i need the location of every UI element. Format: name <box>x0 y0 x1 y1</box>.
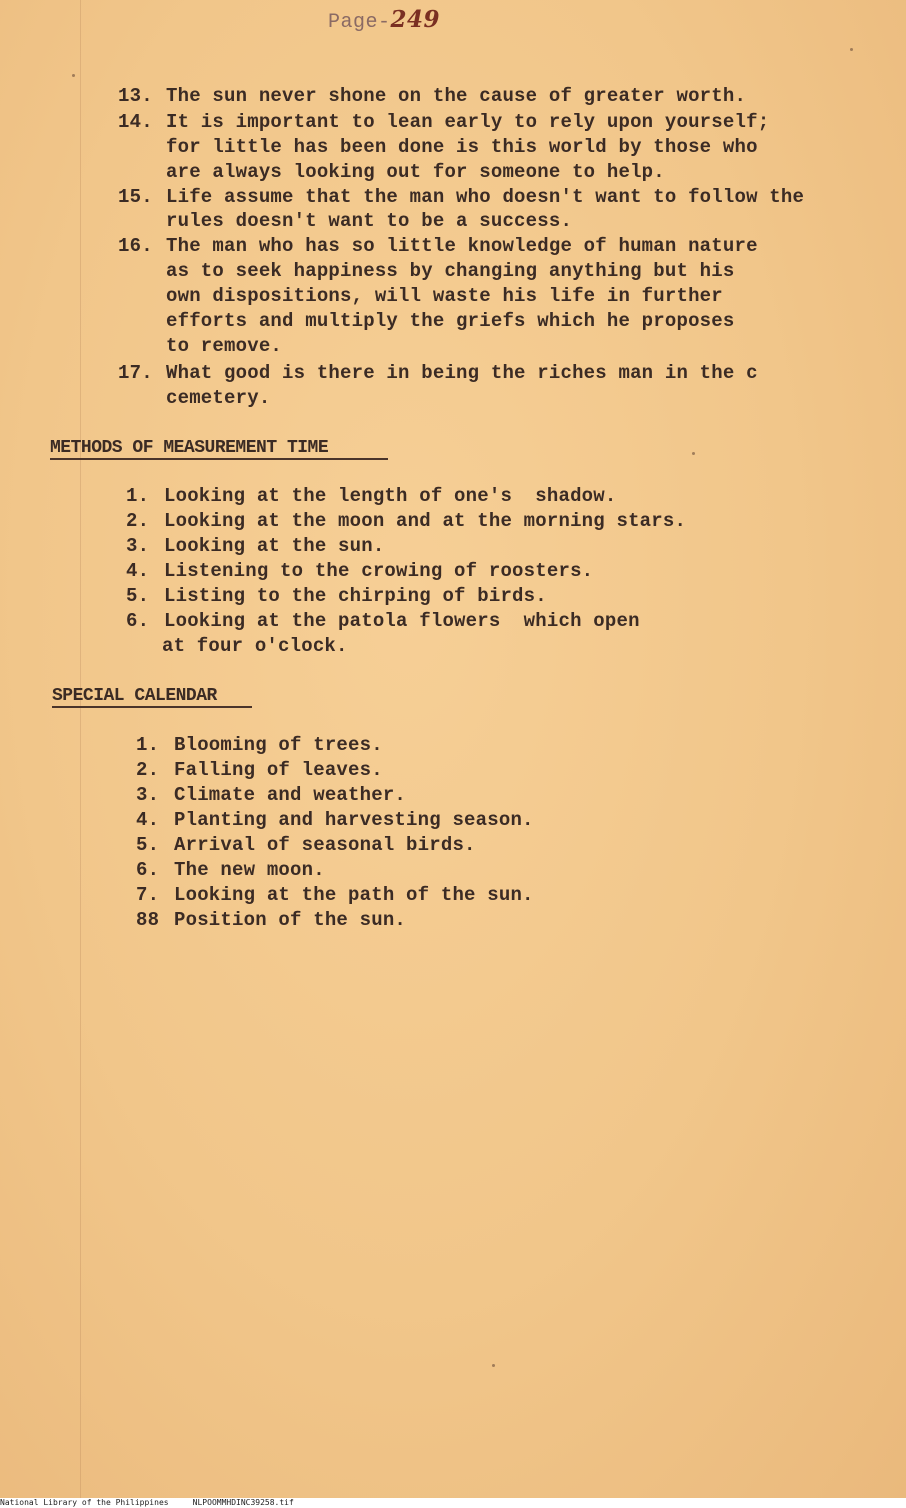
proverb-16-line-2: as to seek happiness by changing anything but his <box>166 260 735 282</box>
calendar-item-1 <box>136 733 383 757</box>
proverb-number: 15. <box>118 186 153 208</box>
proverb-16-line-4: efforts and multiply the griefs which he proposes <box>166 310 735 332</box>
item-number: 4. <box>136 809 160 831</box>
proverb-17-line-2: cemetery. <box>166 387 271 409</box>
item-text: Looking at the sun. <box>164 535 385 557</box>
measurement-item-6 <box>126 609 640 633</box>
section-underline <box>52 706 252 708</box>
item-text: Arrival of seasonal birds. <box>174 834 476 856</box>
proverb-14-line-2: for little has been done is this world by those who <box>166 136 758 158</box>
item-number: 6. <box>126 610 150 632</box>
proverb-16-line-1 <box>118 234 758 258</box>
proverb-number: 13. <box>118 85 153 107</box>
item-number: 3. <box>126 535 150 557</box>
page-number: 249 <box>390 6 441 33</box>
margin-line <box>80 0 81 1498</box>
item-text: Listing to the chirping of birds. <box>164 585 547 607</box>
item-number: 2. <box>126 510 150 532</box>
item-text: Falling of leaves. <box>174 759 383 781</box>
item-number: 1. <box>126 485 150 507</box>
page-label: Page- <box>328 11 391 34</box>
measurement-item-1 <box>126 484 616 508</box>
item-text: Listening to the crowing of roosters. <box>164 560 594 582</box>
item-text: Looking at the moon and at the morning stars. <box>164 510 687 532</box>
item-text: Looking at the path of the sun. <box>174 884 534 906</box>
item-text: Planting and harvesting season. <box>174 809 534 831</box>
proverb-14-line-3: are always looking out for someone to help. <box>166 161 665 183</box>
footer-source: National Library of the Philippines <box>0 1498 169 1507</box>
proverb-text: It is important to lean early to rely upon yourself; <box>166 111 770 133</box>
proverb-17-line-1 <box>118 361 758 385</box>
calendar-item-6 <box>136 858 325 882</box>
item-text: Looking at the length of one's shadow. <box>164 485 617 507</box>
item-text: Looking at the patola flowers which open <box>164 610 640 632</box>
item-number: 5. <box>136 834 160 856</box>
item-number: 3. <box>136 784 160 806</box>
measurement-item-5 <box>126 584 547 608</box>
calendar-item-2 <box>136 758 383 782</box>
section-title-measurement: METHODS OF MEASUREMENT TIME <box>50 438 329 458</box>
section-title-calendar: SPECIAL CALENDAR <box>52 686 217 706</box>
proverb-15-line-1 <box>118 185 804 209</box>
proverb-text: The sun never shone on the cause of greater worth. <box>166 85 747 107</box>
proverb-13-line-1 <box>118 84 746 108</box>
proverb-text: Life assume that the man who doesn't want to follow the <box>166 186 805 208</box>
proverb-number: 16. <box>118 235 153 257</box>
paper-speck <box>492 1364 495 1367</box>
measurement-item-6-line-2: at four o'clock. <box>162 635 348 657</box>
item-text: Blooming of trees. <box>174 734 383 756</box>
proverb-16-line-3: own dispositions, will waste his life in further <box>166 285 723 307</box>
measurement-item-2 <box>126 509 686 533</box>
item-number: 7. <box>136 884 160 906</box>
section-underline <box>50 458 388 460</box>
paper-speck <box>72 74 75 77</box>
proverb-14-line-1 <box>118 110 769 134</box>
proverb-text: What good is there in being the riches man in the c <box>166 362 758 384</box>
measurement-item-3 <box>126 534 384 558</box>
paper-speck <box>850 48 853 51</box>
item-text: The new moon. <box>174 859 325 881</box>
calendar-item-7 <box>136 883 534 907</box>
proverb-15-line-2: rules doesn't want to be a success. <box>166 210 573 232</box>
proverb-number: 14. <box>118 111 153 133</box>
proverb-number: 17. <box>118 362 153 384</box>
item-number: 6. <box>136 859 160 881</box>
proverb-text: The man who has so little knowledge of human nature <box>166 235 758 257</box>
footer-filename: NLPOOMMHDINC39258.tif <box>192 1498 294 1507</box>
proverb-16-line-5: to remove. <box>166 335 283 357</box>
item-number: 2. <box>136 759 160 781</box>
item-number: 88 <box>136 909 160 931</box>
scan-footer <box>0 1498 906 1508</box>
item-number: 4. <box>126 560 150 582</box>
calendar-item-3 <box>136 783 406 807</box>
paper-speck <box>692 452 695 455</box>
calendar-item-4 <box>136 808 534 832</box>
measurement-item-4 <box>126 559 593 583</box>
calendar-item-5 <box>136 833 476 857</box>
item-text: Position of the sun. <box>174 909 407 931</box>
calendar-item-8 <box>136 908 406 932</box>
item-number: 5. <box>126 585 150 607</box>
item-text: Climate and weather. <box>174 784 407 806</box>
item-number: 1. <box>136 734 160 756</box>
page-header <box>328 6 440 34</box>
